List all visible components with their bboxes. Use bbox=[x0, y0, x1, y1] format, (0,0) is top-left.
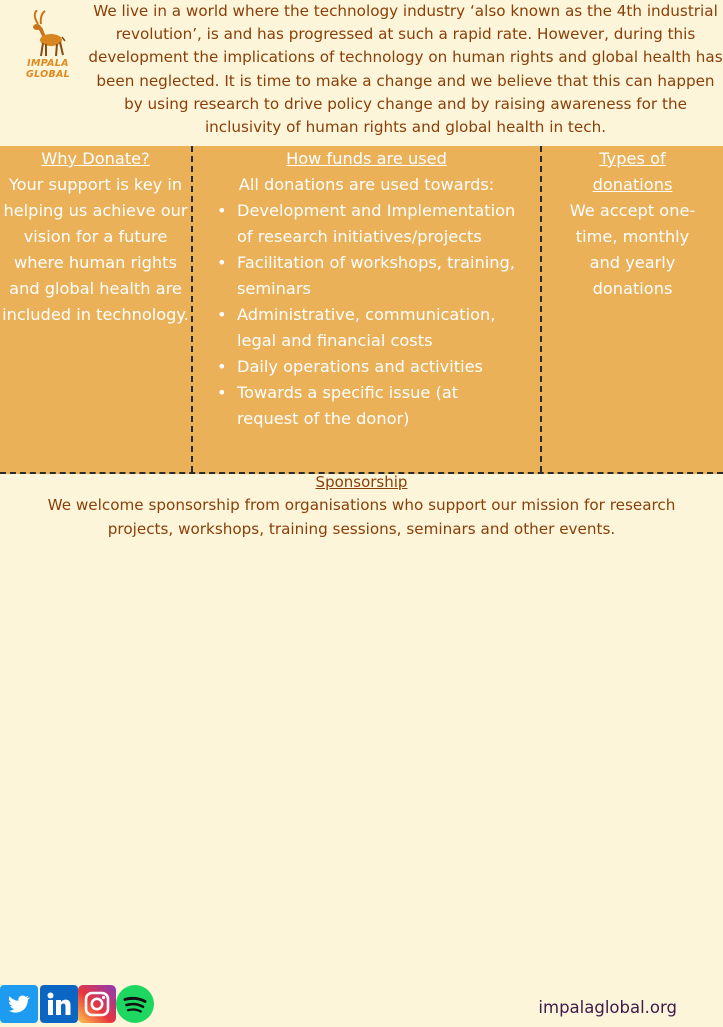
list-item: • Towards a specific issue (at request of the donor) bbox=[237, 380, 540, 432]
intro-paragraph: We live in a world where the technology industry ‘also known as the 4th industrial revolution’, is and has progressed at such a rapid rate. However, during this development the implications of technology on human rights and global health has been neglected. It is time to make a change and we believe that this can happen by using research to drive policy change and by raising awareness for the inclusivity of human rights and global health in tech. bbox=[88, 2, 723, 137]
sponsorship-body: We welcome sponsorship from organisations who support our mission for research projects, workshops, training sessions, seminars and other events. bbox=[47, 496, 676, 538]
list-item: • Daily operations and activities bbox=[237, 354, 540, 380]
list-item: • Facilitation of workshops, training, seminars bbox=[237, 250, 540, 302]
list-item: • Administrative, communication, legal and financial costs bbox=[237, 302, 540, 354]
spotify-icon[interactable] bbox=[116, 985, 154, 1023]
why-donate-title: Why Donate? bbox=[41, 149, 150, 168]
instagram-icon[interactable] bbox=[78, 985, 116, 1023]
donation-types-column bbox=[542, 146, 723, 472]
logo-text: IMPALA GLOBAL bbox=[25, 58, 71, 80]
funds-intro: All donations are used towards: bbox=[238, 175, 495, 194]
social-links bbox=[0, 985, 160, 1023]
funds-title: How funds are used bbox=[286, 149, 447, 168]
why-donate-column bbox=[0, 146, 193, 472]
logo bbox=[4, 10, 88, 80]
donation-types-title: Types of donations bbox=[592, 149, 673, 194]
twitter-icon[interactable] bbox=[0, 985, 38, 1023]
donation-info-band bbox=[0, 146, 723, 474]
website-link[interactable]: impalaglobal.org bbox=[538, 998, 677, 1017]
list-item: • Development and Implementation of research initiatives/projects bbox=[237, 198, 540, 250]
impala-icon bbox=[26, 10, 66, 58]
donation-types-body: We accept one-time, monthly and yearly donations bbox=[569, 201, 696, 298]
header bbox=[0, 0, 723, 146]
sponsorship-title: Sponsorship bbox=[315, 473, 408, 491]
funds-list bbox=[193, 198, 540, 432]
funds-column bbox=[193, 146, 542, 472]
why-donate-body: Your support is key in helping us achieve our vision for a future where human rights and global health are included in technology. bbox=[2, 175, 189, 324]
linkedin-icon[interactable] bbox=[40, 985, 78, 1023]
